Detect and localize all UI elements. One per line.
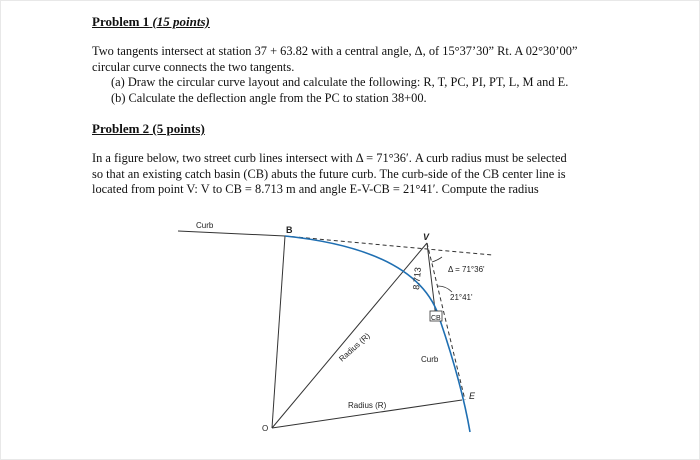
label-point-e: E	[469, 391, 476, 401]
label-curb-top: Curb	[196, 221, 214, 230]
problem-2-points: (5 points)	[152, 121, 205, 136]
problem-2-title: Problem 2	[92, 121, 150, 136]
problem-1-title: Problem 1	[92, 14, 150, 29]
label-curb-arc: Curb	[421, 355, 439, 364]
problem-1-part-a: (a) Draw the circular curve layout and calculate the following: R, T, PC, PI, PT, L, M and E.	[111, 75, 569, 89]
label-cb: CB	[431, 315, 441, 322]
label-radius-horizontal: Radius (R)	[348, 401, 387, 410]
label-point-v: V	[423, 232, 430, 242]
label-distance: 8.713	[411, 266, 423, 291]
delta-arc-marker	[432, 257, 442, 262]
problem-1-line-2: circular curve connects the two tangents.	[92, 59, 295, 74]
problem-2-line-3: located from point V: V to CB = 8.713 m and angle E-V-CB = 21°41′. Compute the radius	[92, 182, 539, 196]
problem-1-part-b: (b) Calculate the deflection angle from the PC to station 38+00.	[111, 90, 427, 105]
label-point-b: B	[286, 225, 293, 235]
radius-ob	[272, 236, 285, 428]
problem-1-points: (15 points)	[152, 14, 210, 29]
label-radius-diagonal: Radius (R)	[337, 331, 372, 364]
tangent-dashed-top	[285, 236, 492, 255]
problem-1-line-1: Two tangents intersect at station 37 + 63.82 with a central angle, Δ, of 15°37’30” Rt. A 02°30’00”	[92, 44, 578, 58]
label-point-o: O	[262, 424, 269, 433]
problem-2-line-2: so that an existing catch basin (CB) abuts the future curb. The curb-side of the CB center line is	[92, 166, 566, 181]
angle-arc-marker	[438, 286, 452, 292]
curb-line-top	[178, 231, 285, 236]
label-angle: 21°41'	[450, 293, 473, 302]
label-delta: Δ = 71°36'	[448, 265, 485, 274]
problem-2-line-1: In a figure below, two street curb lines intersect with Δ = 71°36′. A curb radius must be selected	[92, 151, 567, 165]
